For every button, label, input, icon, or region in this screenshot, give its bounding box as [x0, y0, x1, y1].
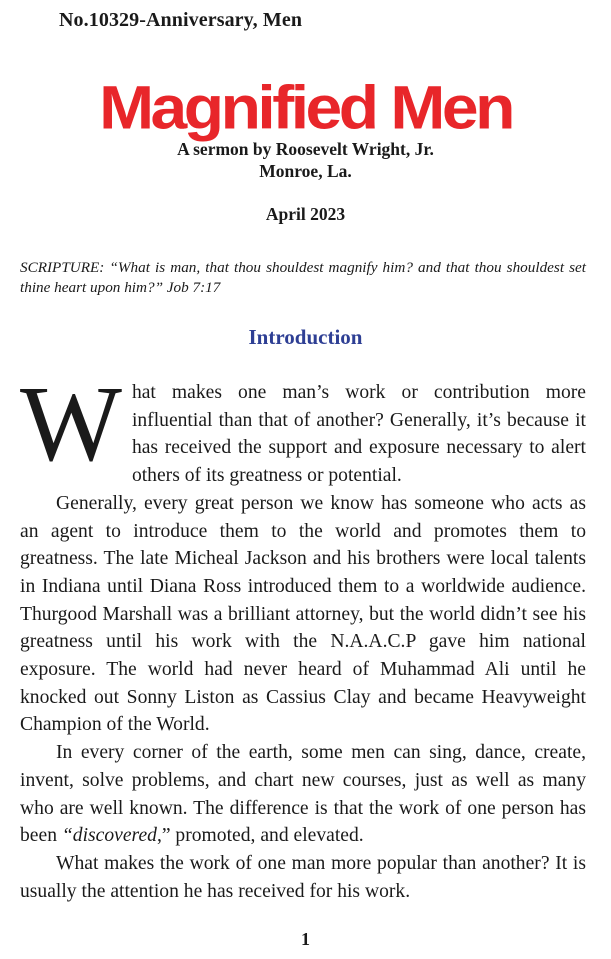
byline [0, 138, 611, 182]
document-number: No.10329-Anniversary, Men [59, 9, 303, 31]
sermon-date: April 2023 [265, 204, 346, 224]
paragraph-2: Generally, every great person we know has someone who acts as an agent to introduce them to the world and promotes them to greatness. The late Micheal Jackson and his brothers were local talents in Indiana until Diana Ross introduced them to a worldwide audience. Thurgood Marshall was a brilliant attorney, but the world didn’t see his greatness until his work with the N.A.A.C.P gave him national exposure. The world had never heard of Muhammad Ali until he knocked out Sonny Liston as Cassius Clay and became Heavyweight Champion of the World. [20, 492, 586, 736]
body-text [20, 365, 586, 905]
paragraph-3-emphasis: “discovered [61, 825, 157, 847]
paragraph-3-text-a: In every corner of the earth, some men can sing, dance, create, invent, solve problems, and chart new courses, just as well as many who are well known. The difference is that the work of one person has been [20, 742, 586, 847]
paragraph-1-text: hat makes one man’s work or contribution more influential than that of another? Generally, it’s because it has received the support and exposure necessary to alert others of its greatness or potential. [131, 382, 586, 487]
section-heading: Introduction [248, 325, 363, 349]
sermon-title: Magnified Men [99, 72, 512, 142]
location-line: Monroe, La. [259, 161, 352, 181]
paragraph-3 [20, 739, 586, 850]
paragraph-3-text-b: ,” promoted, and elevated. [156, 825, 364, 847]
drop-cap: W [20, 365, 122, 484]
author-line: A sermon by Roosevelt Wright, Jr. [177, 139, 434, 159]
page-number: 1 [301, 929, 310, 949]
paragraph-1 [20, 365, 586, 490]
paragraph-4: What makes the work of one man more popular than another? It is usually the attention he has received for his work. [20, 852, 586, 902]
scripture-reference: SCRIPTURE: “What is man, that thou shouldest magnify him? and that thou shouldest set thine heart upon him?” Job 7:17 [20, 259, 586, 296]
